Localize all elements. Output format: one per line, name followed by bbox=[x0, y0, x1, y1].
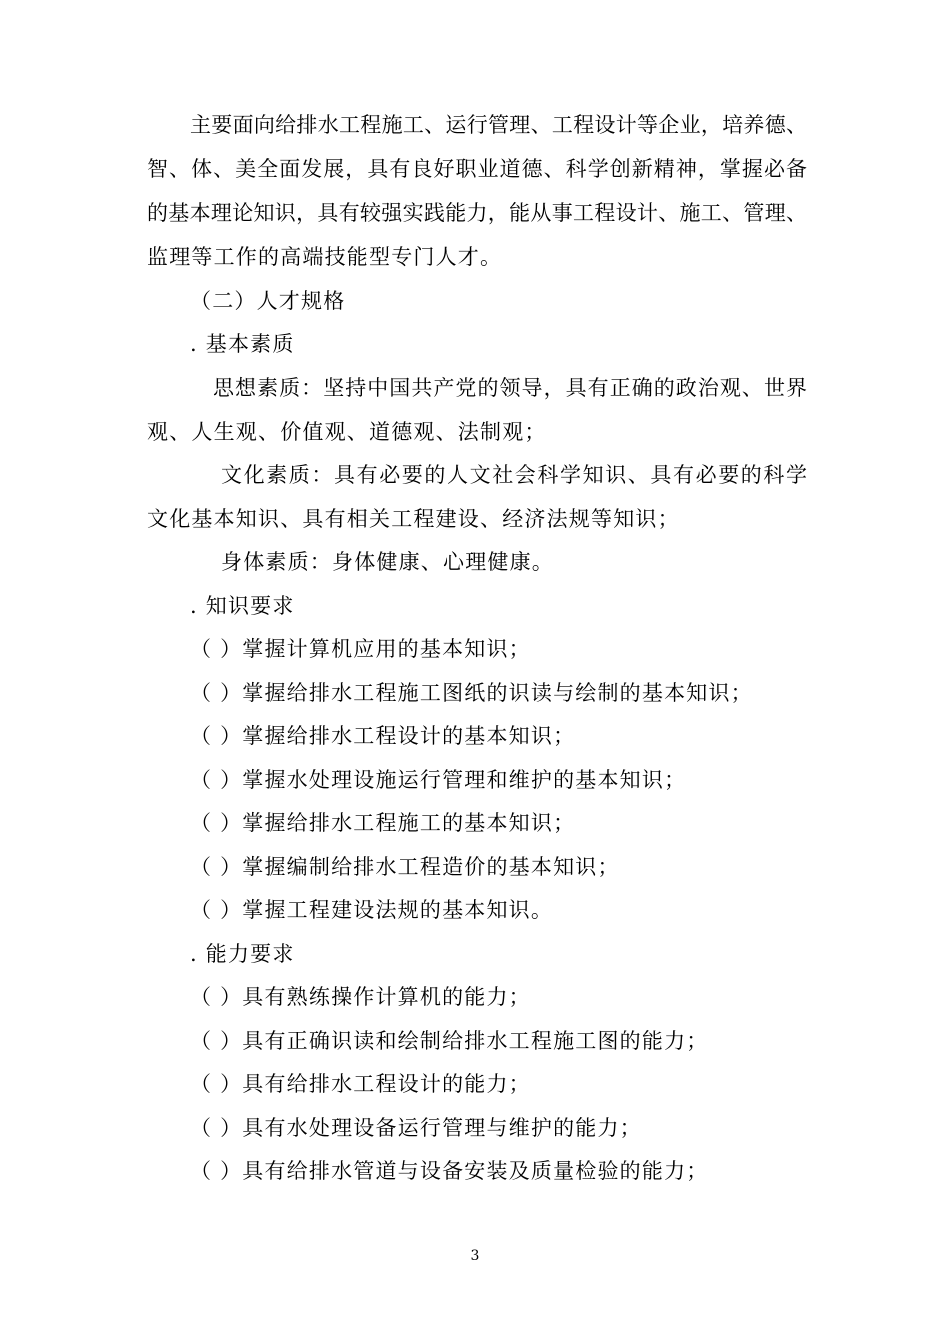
ideology-line-1: 思想素质：坚持中国共产党的领导，具有正确的政治观、世界 bbox=[213, 376, 807, 400]
knowledge-item-7: （ ）掌握工程建设法规的基本知识。 bbox=[190, 898, 554, 922]
ability-item-5: （ ）具有给排水管道与设备安装及质量检验的能力； bbox=[190, 1159, 709, 1183]
knowledge-item-6: （ ）掌握编制给排水工程造价的基本知识； bbox=[190, 855, 620, 879]
culture-line-2: 文化基本知识、具有相关工程建设、经济法规等知识； bbox=[147, 507, 680, 531]
intro-line-4: 监理等工作的高端技能型专门人才。 bbox=[147, 245, 503, 269]
knowledge-item-4: （ ）掌握水处理设施运行管理和维护的基本知识； bbox=[190, 768, 687, 792]
ability-item-2: （ ）具有正确识读和绘制给排水工程施工图的能力； bbox=[190, 1029, 709, 1053]
section-heading: （二）人才规格 bbox=[190, 289, 346, 313]
ability-item-4: （ ）具有水处理设备运行管理与维护的能力； bbox=[190, 1116, 642, 1140]
culture-line-1: 文化素质：具有必要的人文社会科学知识、具有必要的科学 bbox=[221, 463, 807, 487]
ideology-line-2: 观、人生观、价值观、道德观、法制观； bbox=[147, 420, 547, 444]
knowledge-item-1: （ ）掌握计算机应用的基本知识； bbox=[190, 637, 531, 661]
knowledge-item-2: （ ）掌握给排水工程施工图纸的识读与绘制的基本知识； bbox=[190, 681, 753, 705]
knowledge-item-3: （ ）掌握给排水工程设计的基本知识； bbox=[190, 724, 576, 748]
intro-line-3: 的基本理论知识，具有较强实践能力，能从事工程设计、施工、管理、 bbox=[147, 201, 807, 225]
knowledge-heading: . 知识要求 bbox=[190, 594, 295, 618]
intro-line-1: 主要面向给排水工程施工、运行管理、工程设计等企业，培养德、 bbox=[190, 113, 807, 137]
ability-item-3: （ ）具有给排水工程设计的能力； bbox=[190, 1072, 531, 1096]
physical-quality: 身体素质：身体健康、心理健康。 bbox=[221, 550, 554, 574]
basic-quality-heading: . 基本素质 bbox=[190, 332, 295, 356]
page-number: 3 bbox=[470, 1248, 480, 1264]
ability-item-1: （ ）具有熟练操作计算机的能力； bbox=[190, 985, 531, 1009]
knowledge-item-5: （ ）掌握给排水工程施工的基本知识； bbox=[190, 811, 576, 835]
ability-heading: . 能力要求 bbox=[190, 942, 295, 966]
intro-line-2: 智、体、美全面发展，具有良好职业道德、科学创新精神，掌握必备 bbox=[147, 157, 807, 181]
